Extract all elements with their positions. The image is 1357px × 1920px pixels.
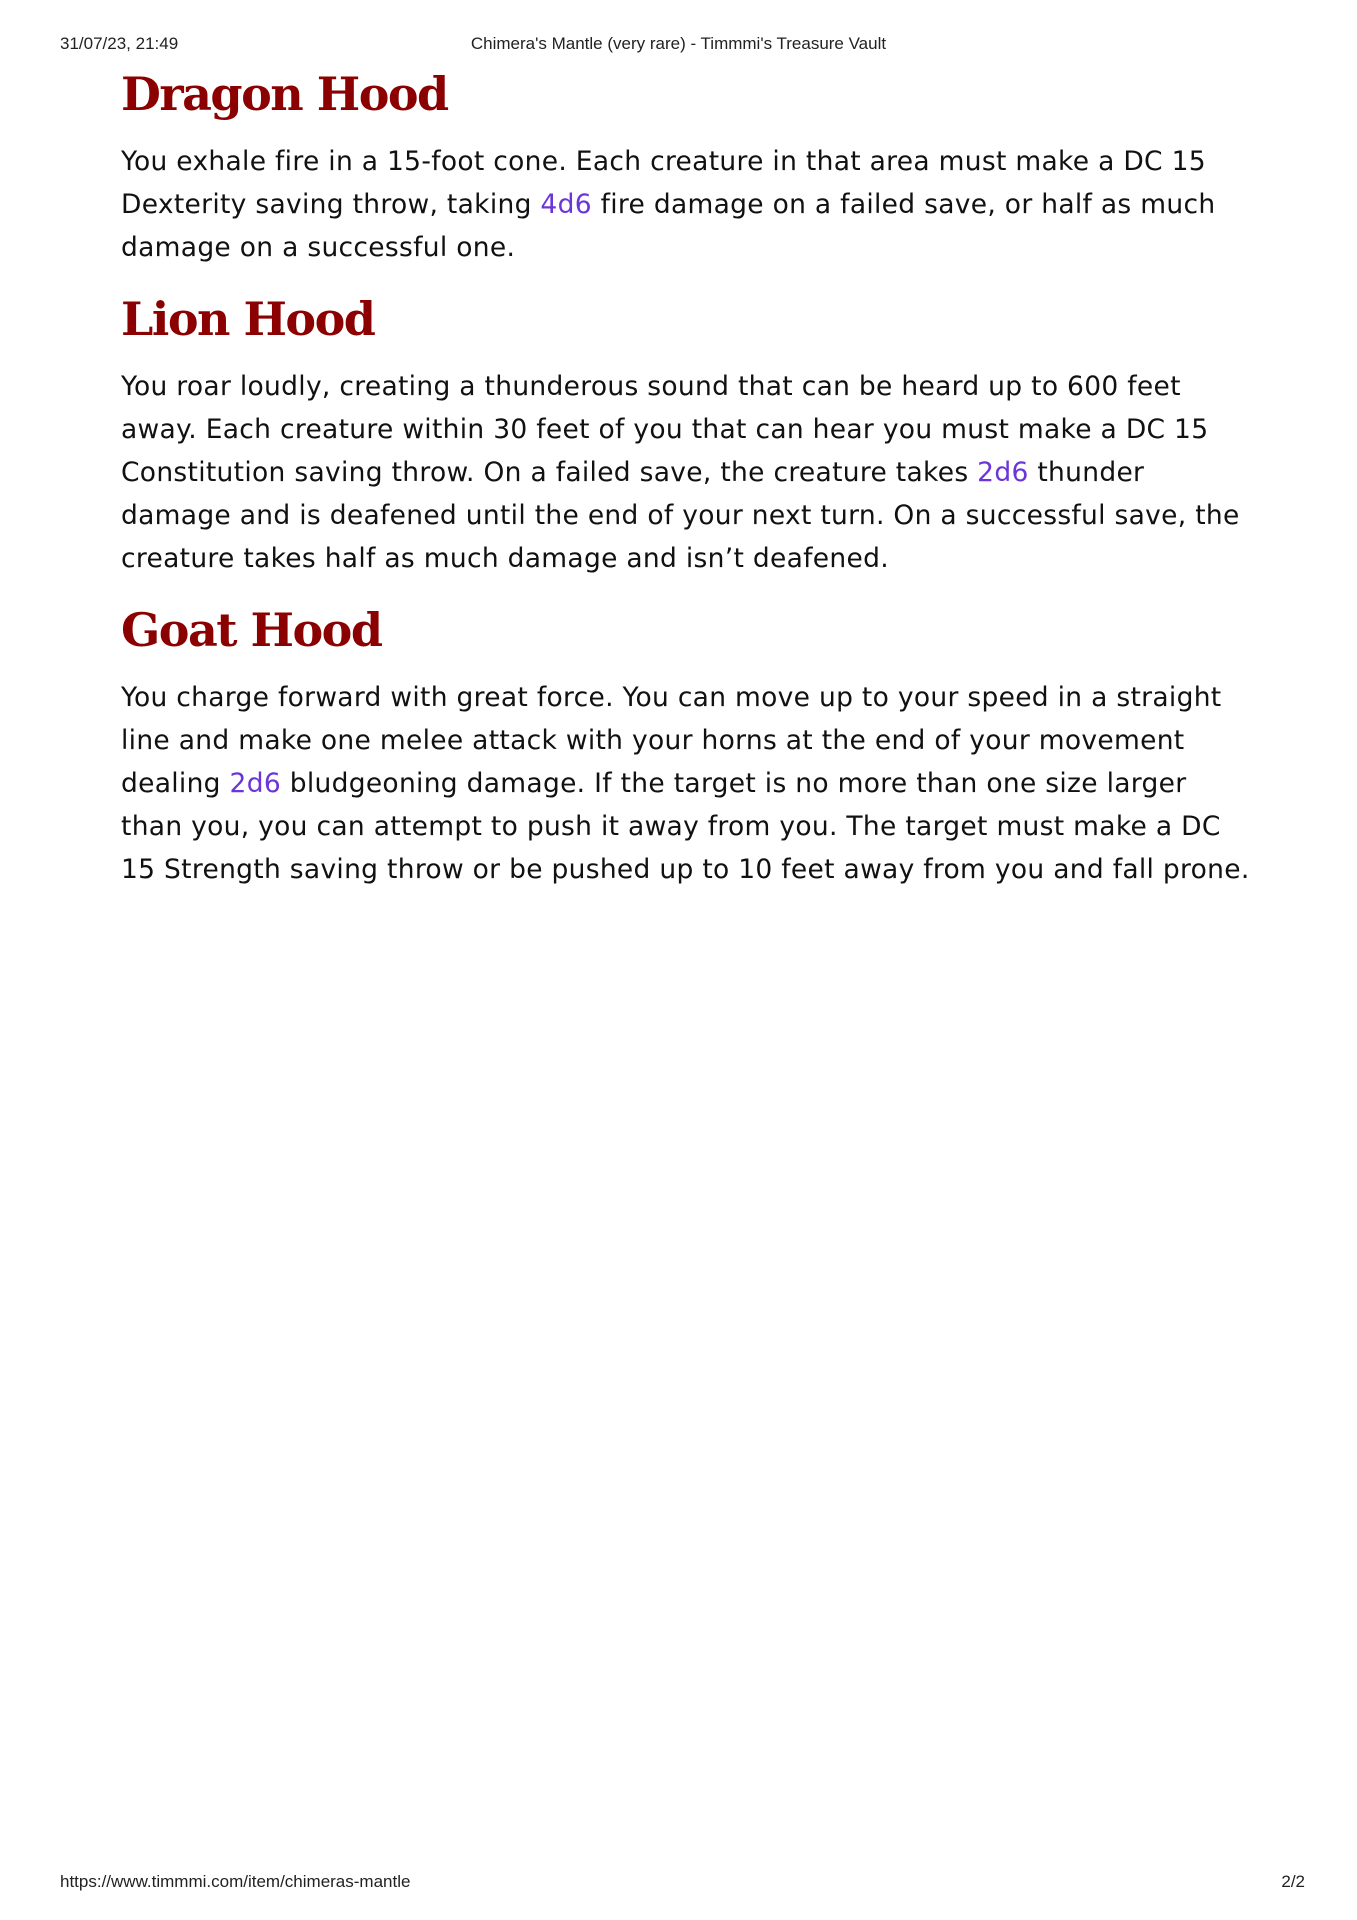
- section-description: [121, 676, 1251, 891]
- description-text: You roar loudly, creating a thunderous sound that can be heard up to 600 feet away. Each creature within 30 feet of you that can hear you must make a DC 15 Constitution saving throw. On a failed save, the creature takes: [121, 371, 1209, 488]
- print-page-title: Chimera's Mantle (very rare) - Timmmi's Treasure Vault: [470, 34, 887, 53]
- article-content: [121, 62, 1251, 909]
- print-date: 31/07/23, 21:49: [60, 34, 179, 53]
- dice-roll-link[interactable]: 2d6: [977, 457, 1029, 488]
- description-text: thunder damage and is deafened until the end of your next turn. On a successful save, the creature takes half as much damage and isn’t deafened.: [121, 457, 1240, 574]
- print-page-number: 2/2: [1281, 1872, 1305, 1891]
- description-text: bludgeoning damage. If the target is no more than one size larger than you, you can attempt to push it away from you. The target must make a DC 15 Strength saving throw or be pushed up to 10 feet away from you and fall prone.: [121, 768, 1250, 885]
- section-description: [121, 365, 1251, 580]
- dice-roll-link[interactable]: 4d6: [540, 189, 592, 220]
- print-footer: [0, 1872, 1357, 1896]
- description-text: You charge forward with great force. You can move up to your speed in a straight line and make one melee attack with your horns at the end of your movement dealing: [121, 682, 1222, 799]
- description-text: fire damage on a failed save, or half as much damage on a successful one.: [121, 189, 1216, 263]
- print-url: https://www.timmmi.com/item/chimeras-mantle: [60, 1872, 411, 1891]
- section-heading: Goat Hood: [121, 603, 382, 657]
- section-heading: Lion Hood: [121, 292, 375, 346]
- section-dragon-hood: [121, 62, 1251, 269]
- section-goat-hood: [121, 598, 1251, 891]
- section-description: [121, 140, 1251, 269]
- section-lion-hood: [121, 287, 1251, 580]
- description-text: You exhale fire in a 15-foot cone. Each creature in that area must make a DC 15 Dexterity saving throw, taking: [121, 146, 1206, 220]
- print-header: [0, 34, 1357, 58]
- section-heading: Dragon Hood: [121, 67, 448, 121]
- dice-roll-link[interactable]: 2d6: [229, 768, 281, 799]
